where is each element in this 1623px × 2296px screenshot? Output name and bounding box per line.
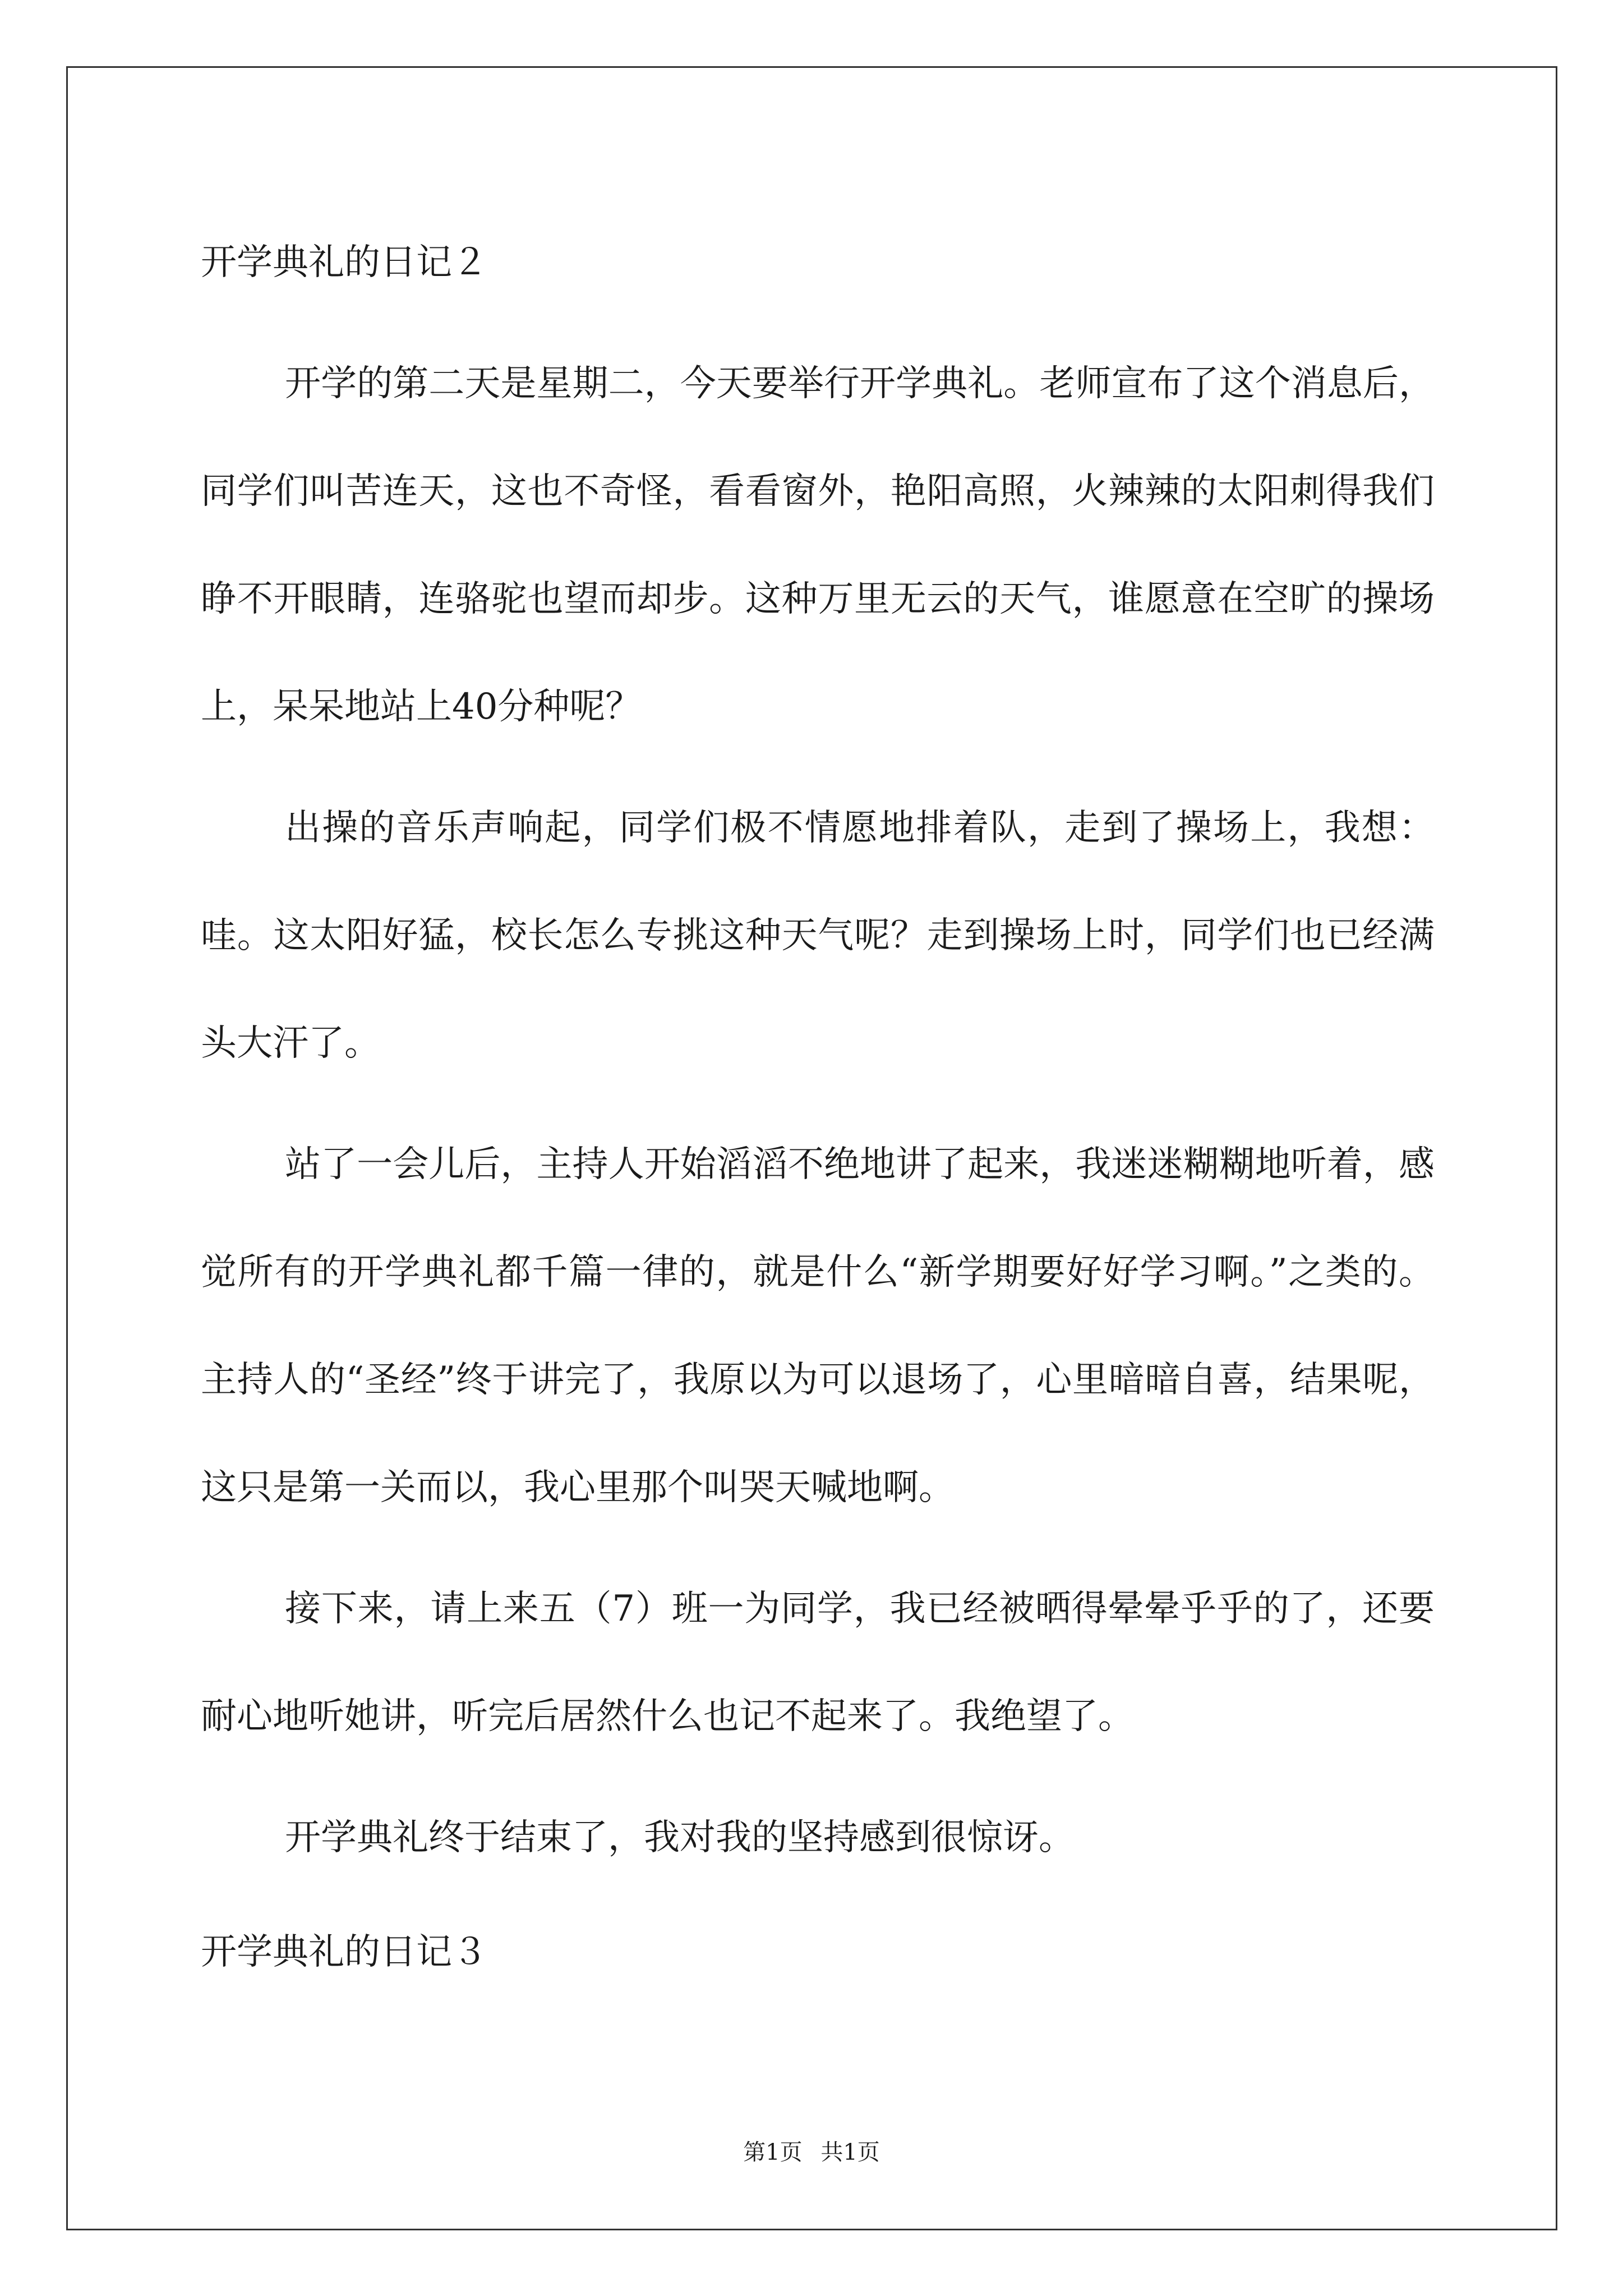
section-heading-2: 开学典礼的日记２ <box>201 242 488 283</box>
page-footer <box>0 2138 1623 2166</box>
paragraph-1: 开学的第二天是星期二，今天要举行开学典礼。老师宣布了这个消息后，同学们叫苦连天，这也不奇怪，看看窗外，艳阳高照，火辣辣的太阳刺得我们睁不开眼睛，连骆驼也望而却步。这种万里无云的天气，谁愿意在空旷的操场上，呆呆地站上40分种呢？ <box>201 363 1435 728</box>
paragraph-2: 出操的音乐声响起，同学们极不情愿地排着队，走到了操场上，我想：哇。这太阳好猛，校长怎么专挑这种天气呢？走到操场上时，同学们也已经满头大汗了。 <box>201 807 1435 1064</box>
section-heading-3: 开学典礼的日记３ <box>201 1931 488 1973</box>
paragraph-5: 开学典礼终于结束了，我对我的坚持感到很惊讶。 <box>285 1817 1075 1858</box>
page-number: 第1页 <box>743 2139 803 2165</box>
document-body <box>201 213 1435 1979</box>
paragraph-4: 接下来，请上来五（7）班一为同学，我已经被晒得晕晕乎乎的了，还要耐心地听她讲，听完后居然什么也记不起来了。我绝望了。 <box>201 1588 1435 1737</box>
page-total: 共1页 <box>820 2139 880 2165</box>
paragraph-3: 站了一会儿后，主持人开始滔滔不绝地讲了起来，我迷迷糊糊地听着，感觉所有的开学典礼都千篇一律的，就是什么“新学期要好好学习啊。”之类的。主持人的“圣经”终于讲完了，我原以为可以退场了，心里暗暗自喜，结果呢，这只是第一关而以，我心里那个叫哭天喊地啊。 <box>201 1144 1435 1508</box>
